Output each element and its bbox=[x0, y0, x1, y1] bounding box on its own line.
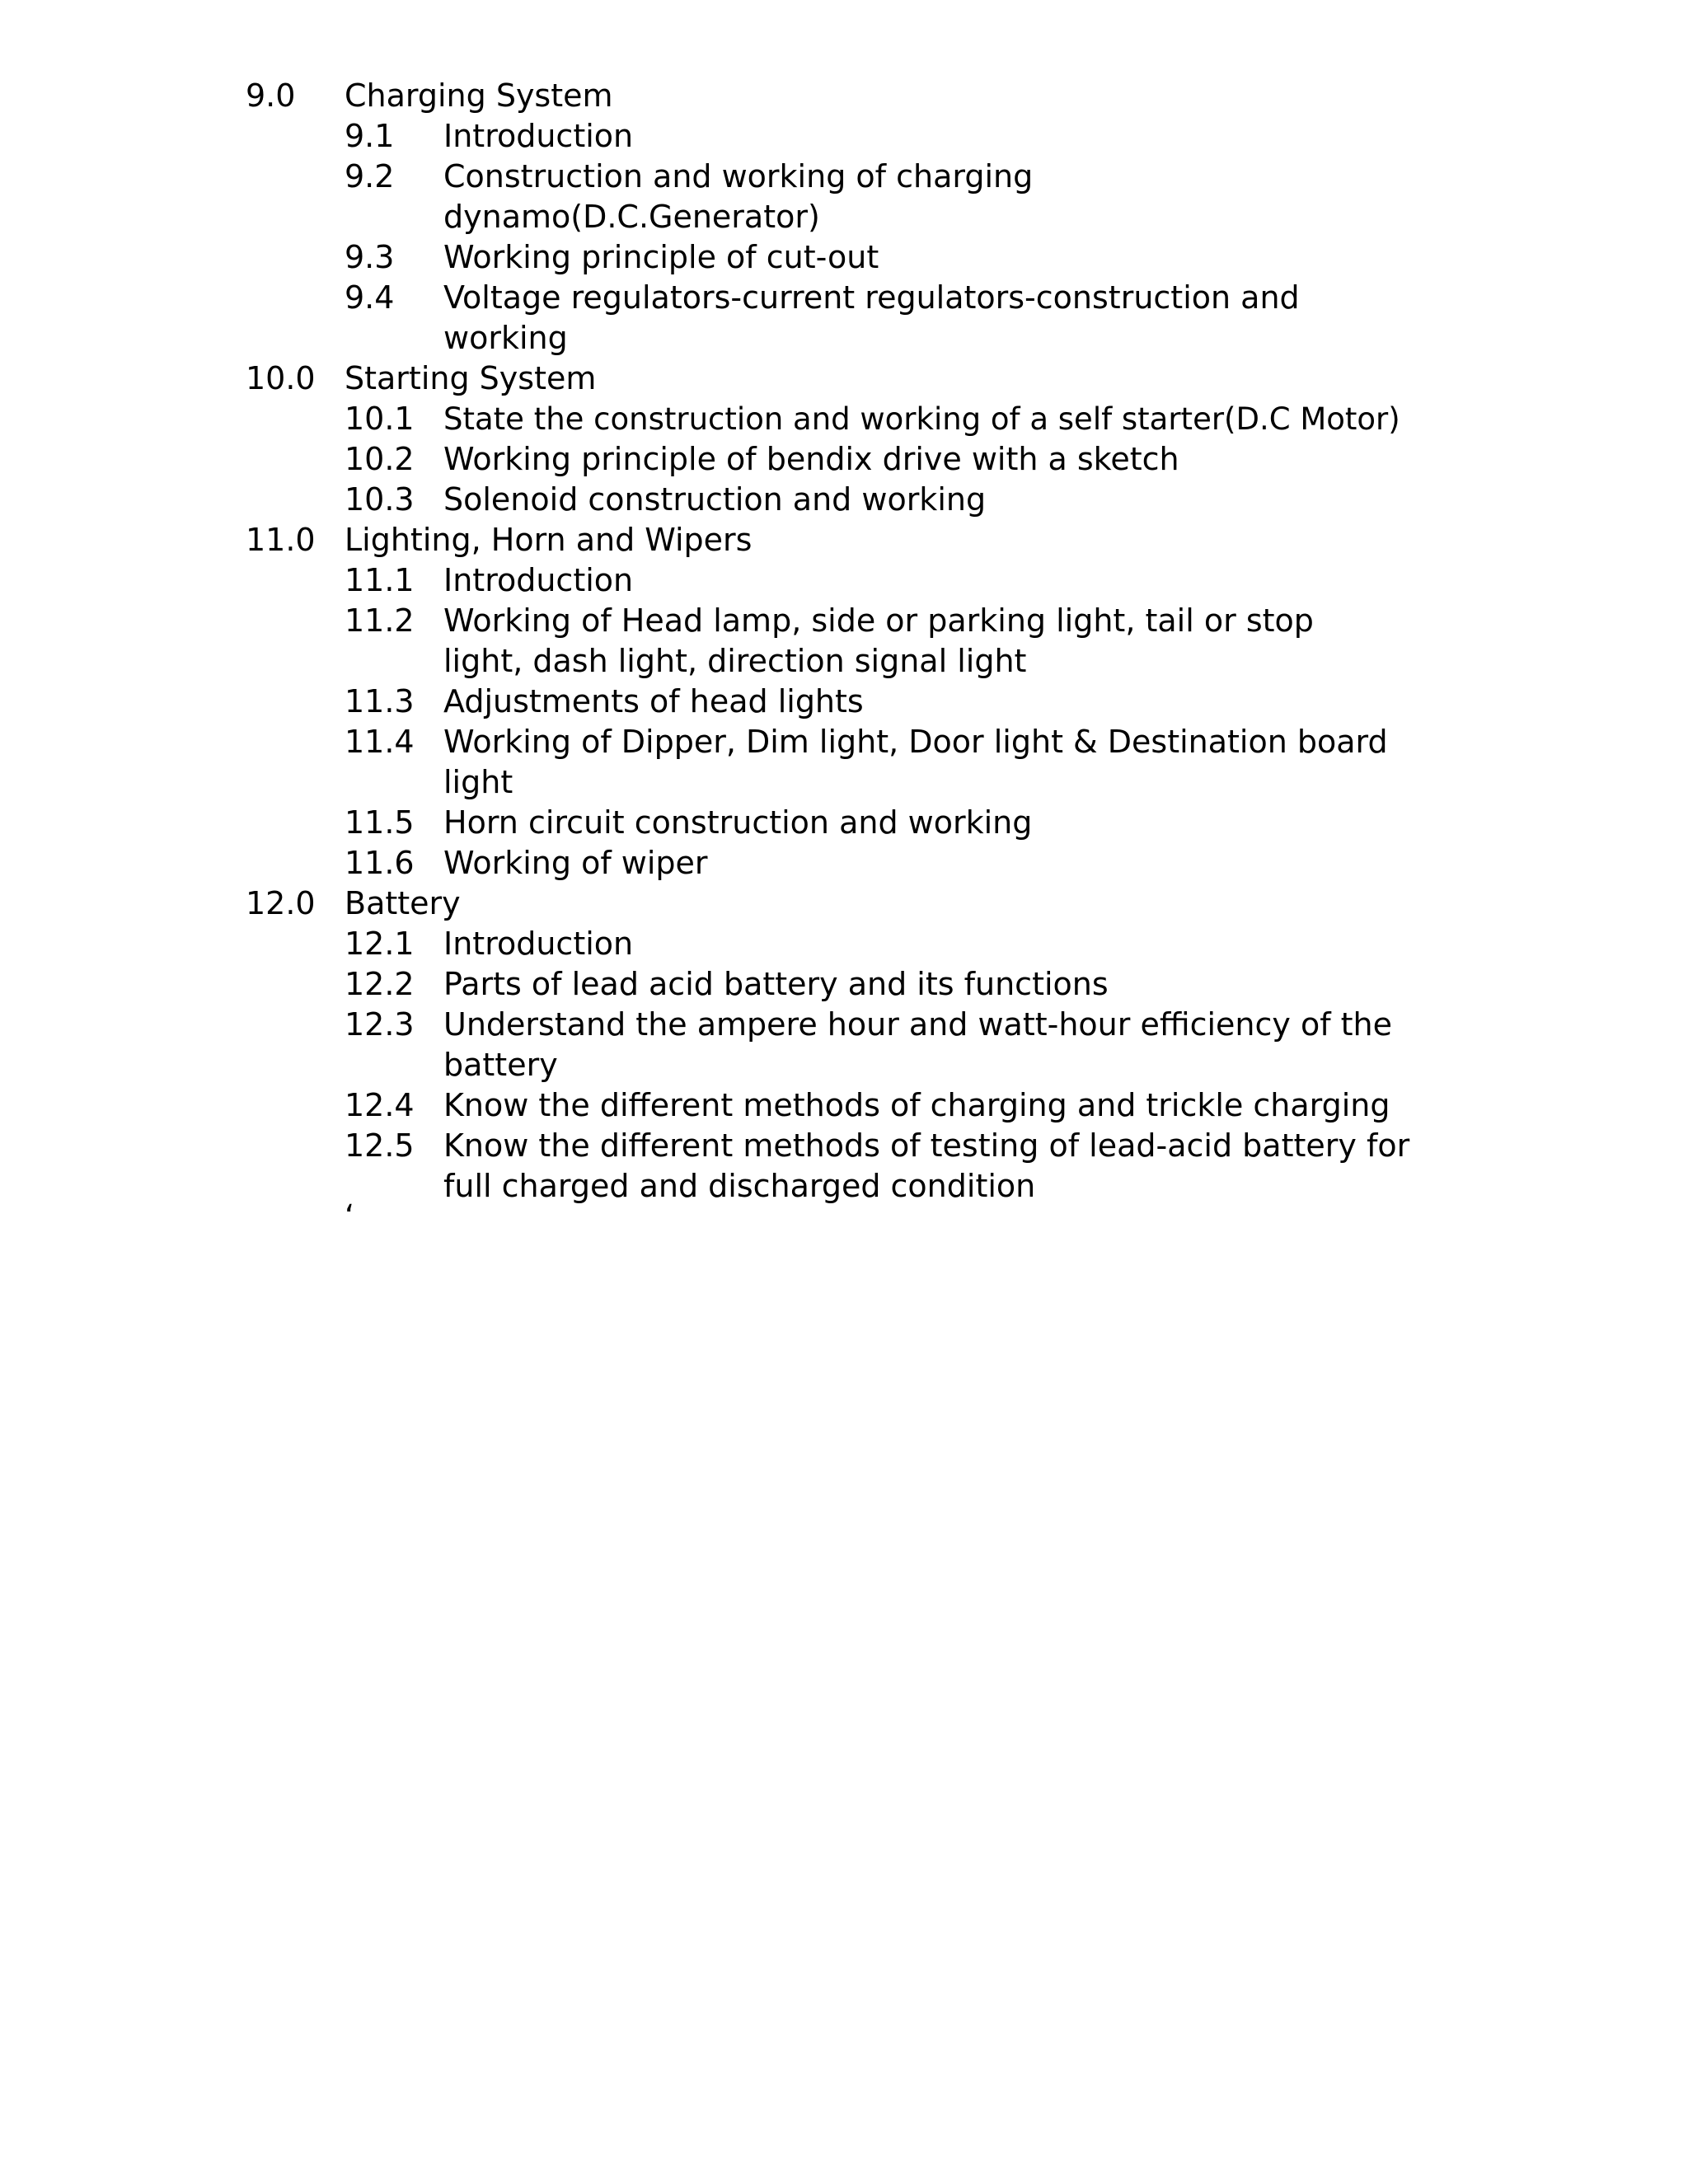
subsection-number: 12.4 bbox=[345, 1087, 415, 1123]
subsection-item bbox=[246, 924, 1449, 964]
subsection-number: 11.4 bbox=[345, 724, 415, 760]
subsection-text: State the construction and working of a self starter(D.C Motor) bbox=[443, 401, 1400, 437]
subsection-text: Introduction bbox=[443, 118, 634, 154]
subsection-text: Working of Head lamp, side or parking light, tail or stop light, dash light, direction signal light bbox=[443, 602, 1314, 679]
subsection-item bbox=[246, 1126, 1449, 1207]
subsection-number: 11.1 bbox=[345, 562, 415, 598]
subsection-item bbox=[246, 399, 1449, 439]
subsection-item bbox=[246, 601, 1449, 682]
section-number: 9.0 bbox=[246, 77, 296, 114]
subsection-number: 10.3 bbox=[345, 481, 415, 518]
subsection-text: Know the different methods of testing of lead-acid battery for full charged and discharged condition bbox=[443, 1127, 1410, 1204]
subsection-text: Working principle of cut-out bbox=[443, 239, 879, 275]
subsection-number: 11.3 bbox=[345, 683, 415, 719]
subsection-number: 12.5 bbox=[345, 1127, 415, 1164]
subsection-item bbox=[246, 1005, 1449, 1085]
subsection-text: Solenoid construction and working bbox=[443, 481, 987, 518]
subsection-number: 11.2 bbox=[345, 602, 415, 639]
subsection-item bbox=[246, 1085, 1449, 1126]
subsection-text: Voltage regulators-current regulators-construction and working bbox=[443, 279, 1300, 356]
section-heading bbox=[246, 883, 1449, 924]
subsection-item bbox=[246, 722, 1449, 803]
subsection-text: Understand the ampere hour and watt-hour efficiency of the battery bbox=[443, 1006, 1393, 1083]
stray-mark: ‘ bbox=[345, 1198, 355, 1235]
section-heading bbox=[246, 76, 1449, 116]
section-title: Lighting, Horn and Wipers bbox=[345, 522, 753, 558]
subsection-number: 9.3 bbox=[345, 239, 395, 275]
section-heading bbox=[246, 359, 1449, 399]
subsection-text: Construction and working of charging dynamo(D.C.Generator) bbox=[443, 158, 1034, 235]
subsection-number: 12.1 bbox=[345, 926, 415, 962]
subsection-item bbox=[246, 682, 1449, 722]
section-title: Charging System bbox=[345, 77, 613, 114]
subsection-item bbox=[246, 116, 1449, 157]
subsection-text: Parts of lead acid battery and its functions bbox=[443, 966, 1109, 1002]
subsection-text: Working of Dipper, Dim light, Door light & Destination board light bbox=[443, 724, 1388, 800]
section-heading bbox=[246, 520, 1449, 560]
subsection-item bbox=[246, 439, 1449, 480]
subsection-item bbox=[246, 843, 1449, 883]
subsection-text: Introduction bbox=[443, 562, 634, 598]
section-number: 12.0 bbox=[246, 885, 316, 921]
subsection-item bbox=[246, 560, 1449, 601]
subsection-item bbox=[246, 803, 1449, 843]
subsection-item bbox=[246, 964, 1449, 1005]
subsection-text: Know the different methods of charging and trickle charging bbox=[443, 1087, 1390, 1123]
section-number: 10.0 bbox=[246, 360, 316, 396]
subsection-number: 9.2 bbox=[345, 158, 395, 194]
subsection-number: 12.3 bbox=[345, 1006, 415, 1043]
subsection-item bbox=[246, 237, 1449, 278]
subsection-text: Working principle of bendix drive with a sketch bbox=[443, 441, 1179, 477]
subsection-number: 9.1 bbox=[345, 118, 395, 154]
subsection-number: 12.2 bbox=[345, 966, 415, 1002]
subsection-text: Introduction bbox=[443, 926, 634, 962]
subsection-number: 10.2 bbox=[345, 441, 415, 477]
subsection-number: 10.1 bbox=[345, 401, 415, 437]
subsection-item bbox=[246, 278, 1449, 359]
subsection-number: 11.6 bbox=[345, 845, 415, 881]
syllabus-outline bbox=[246, 76, 1449, 1207]
subsection-item bbox=[246, 480, 1449, 520]
section-number: 11.0 bbox=[246, 522, 316, 558]
section-title: Starting System bbox=[345, 360, 597, 396]
subsection-number: 11.5 bbox=[345, 804, 415, 841]
subsection-text: Adjustments of head lights bbox=[443, 683, 864, 719]
subsection-number: 9.4 bbox=[345, 279, 395, 316]
subsection-text: Horn circuit construction and working bbox=[443, 804, 1033, 841]
section-title: Battery bbox=[345, 885, 461, 921]
subsection-text: Working of wiper bbox=[443, 845, 708, 881]
subsection-item bbox=[246, 157, 1449, 237]
